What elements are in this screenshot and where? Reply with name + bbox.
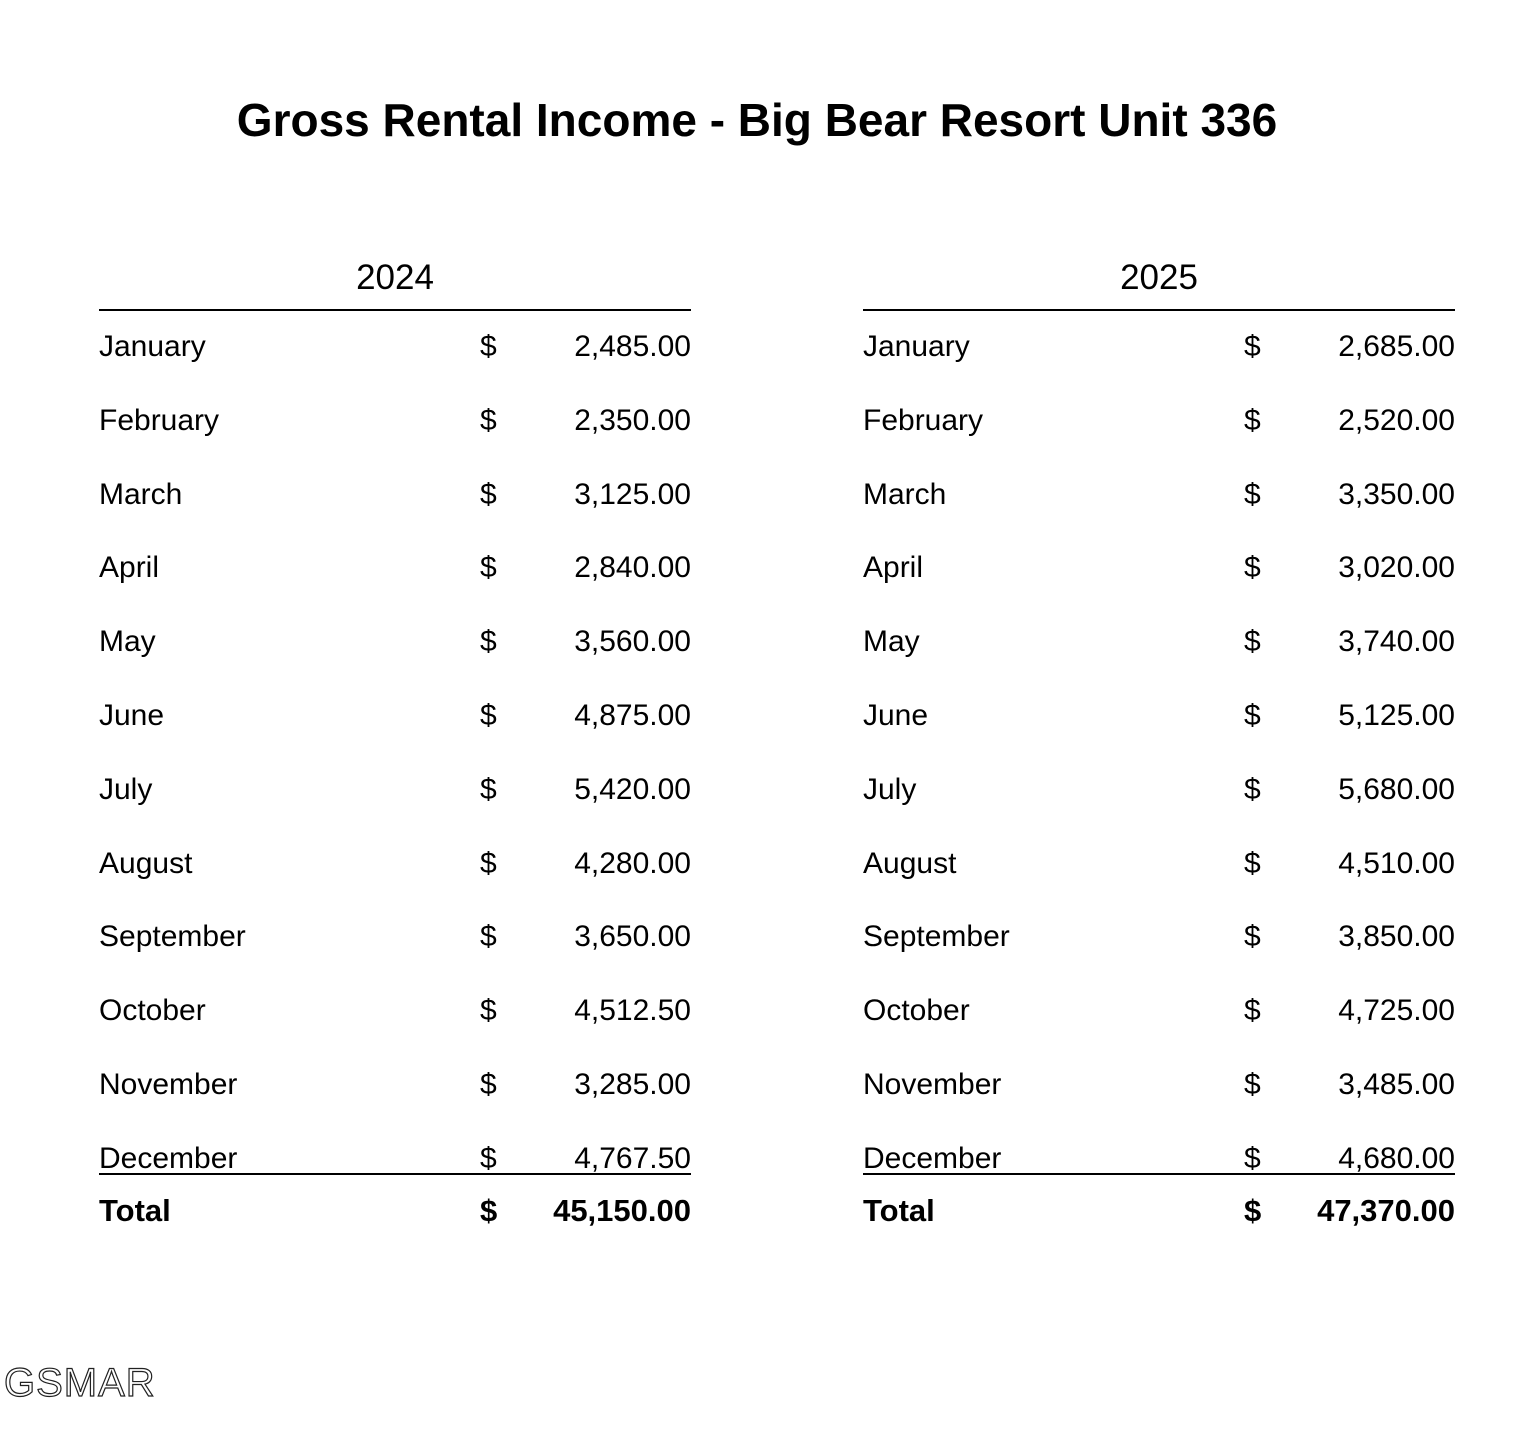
month-label: November	[863, 1067, 1002, 1101]
month-label: April	[863, 551, 924, 585]
month-label: September	[863, 920, 1010, 954]
table-row	[863, 401, 1455, 475]
month-rows	[863, 327, 1455, 1175]
dollar-sign: $	[480, 1141, 497, 1175]
month-label: November	[99, 1067, 238, 1101]
amount: 4,680.00	[1338, 1141, 1455, 1175]
dollar-sign: $	[1244, 920, 1261, 954]
dollar-sign: $	[1244, 1141, 1261, 1175]
dollar-sign: $	[480, 625, 497, 659]
month-rows	[99, 327, 691, 1175]
table-row	[99, 844, 691, 918]
amount: 3,350.00	[1338, 477, 1455, 511]
month-label: August	[863, 846, 957, 880]
dollar-sign: $	[1244, 846, 1261, 880]
table-row	[863, 1139, 1455, 1175]
table-row	[863, 770, 1455, 844]
income-table-2025	[863, 250, 1455, 1235]
amount: 5,680.00	[1338, 772, 1455, 806]
amount: 4,767.50	[574, 1141, 691, 1175]
total-label: Total	[863, 1192, 935, 1228]
table-row	[99, 548, 691, 622]
table-row	[863, 917, 1455, 991]
dollar-sign: $	[480, 698, 497, 732]
dollar-sign: $	[1244, 403, 1261, 437]
month-label: September	[99, 920, 246, 954]
amount: 3,650.00	[574, 920, 691, 954]
month-label: March	[99, 477, 183, 511]
dollar-sign: $	[1244, 994, 1261, 1028]
month-label: May	[99, 625, 156, 659]
dollar-sign: $	[480, 1067, 497, 1101]
dollar-sign: $	[1244, 477, 1261, 511]
table-row	[99, 1065, 691, 1139]
table-row	[863, 622, 1455, 696]
total-amount: 45,150.00	[553, 1192, 691, 1228]
month-label: January	[99, 330, 206, 363]
dollar-sign: $	[480, 846, 497, 880]
dollar-sign: $	[480, 551, 497, 585]
amount: 5,420.00	[574, 772, 691, 806]
amount: 3,285.00	[574, 1067, 691, 1101]
dollar-sign: $	[480, 477, 497, 511]
total-row	[863, 1191, 1455, 1235]
amount: 2,350.00	[574, 403, 691, 437]
month-label: December	[99, 1141, 238, 1175]
table-row	[99, 327, 691, 401]
dollar-sign: $	[1244, 625, 1261, 659]
month-label: June	[863, 698, 929, 732]
table-row	[99, 401, 691, 475]
table-row	[99, 475, 691, 549]
amount: 4,510.00	[1338, 846, 1455, 880]
income-table-2024	[99, 250, 691, 1235]
dollar-sign: $	[480, 330, 497, 363]
dollar-sign: $	[1244, 551, 1261, 585]
month-label: April	[99, 551, 160, 585]
month-label: February	[863, 403, 984, 437]
dollar-sign: $	[1244, 330, 1261, 363]
page-title: Gross Rental Income - Big Bear Resort Unit 336	[236, 94, 1278, 146]
amount: 2,520.00	[1338, 403, 1455, 437]
table-row	[99, 1139, 691, 1175]
total-amount: 47,370.00	[1317, 1192, 1455, 1228]
dollar-sign: $	[480, 920, 497, 954]
dollar-sign: $	[480, 1192, 498, 1228]
amount: 3,850.00	[1338, 920, 1455, 954]
month-label: January	[863, 330, 970, 363]
table-row	[99, 770, 691, 844]
table-row	[99, 622, 691, 696]
amount: 3,020.00	[1338, 551, 1455, 585]
amount: 5,125.00	[1338, 698, 1455, 732]
amount: 3,560.00	[574, 625, 691, 659]
table-row	[99, 696, 691, 770]
amount: 3,740.00	[1338, 625, 1455, 659]
dollar-sign: $	[1244, 1192, 1262, 1228]
year-header: 2025	[863, 250, 1455, 311]
total-label: Total	[99, 1192, 171, 1228]
amount: 2,840.00	[574, 551, 691, 585]
amount: 4,280.00	[574, 846, 691, 880]
table-row	[99, 991, 691, 1065]
amount: 4,725.00	[1338, 994, 1455, 1028]
amount: 3,485.00	[1338, 1067, 1455, 1101]
table-row	[863, 1065, 1455, 1139]
amount: 2,685.00	[1338, 330, 1455, 363]
total-row	[99, 1191, 691, 1235]
month-label: March	[863, 477, 947, 511]
amount: 2,485.00	[574, 330, 691, 363]
amount: 3,125.00	[574, 477, 691, 511]
month-label: October	[99, 994, 206, 1028]
table-row	[99, 917, 691, 991]
month-label: May	[863, 625, 920, 659]
month-label: February	[99, 403, 220, 437]
watermark-logo: GSMAR	[4, 1361, 156, 1405]
amount: 4,875.00	[574, 698, 691, 732]
month-label: October	[863, 994, 970, 1028]
table-row	[863, 696, 1455, 770]
dollar-sign: $	[1244, 698, 1261, 732]
month-label: August	[99, 846, 193, 880]
month-label: July	[863, 772, 917, 806]
dollar-sign: $	[480, 403, 497, 437]
table-row	[863, 844, 1455, 918]
month-label: December	[863, 1141, 1002, 1175]
table-row	[863, 327, 1455, 401]
month-label: July	[99, 772, 153, 806]
month-label: June	[99, 698, 165, 732]
amount: 4,512.50	[574, 994, 691, 1028]
table-row	[863, 548, 1455, 622]
dollar-sign: $	[1244, 1067, 1261, 1101]
year-header: 2024	[99, 250, 691, 311]
table-row	[863, 475, 1455, 549]
dollar-sign: $	[480, 994, 497, 1028]
dollar-sign: $	[480, 772, 497, 806]
dollar-sign: $	[1244, 772, 1261, 806]
table-row	[863, 991, 1455, 1065]
